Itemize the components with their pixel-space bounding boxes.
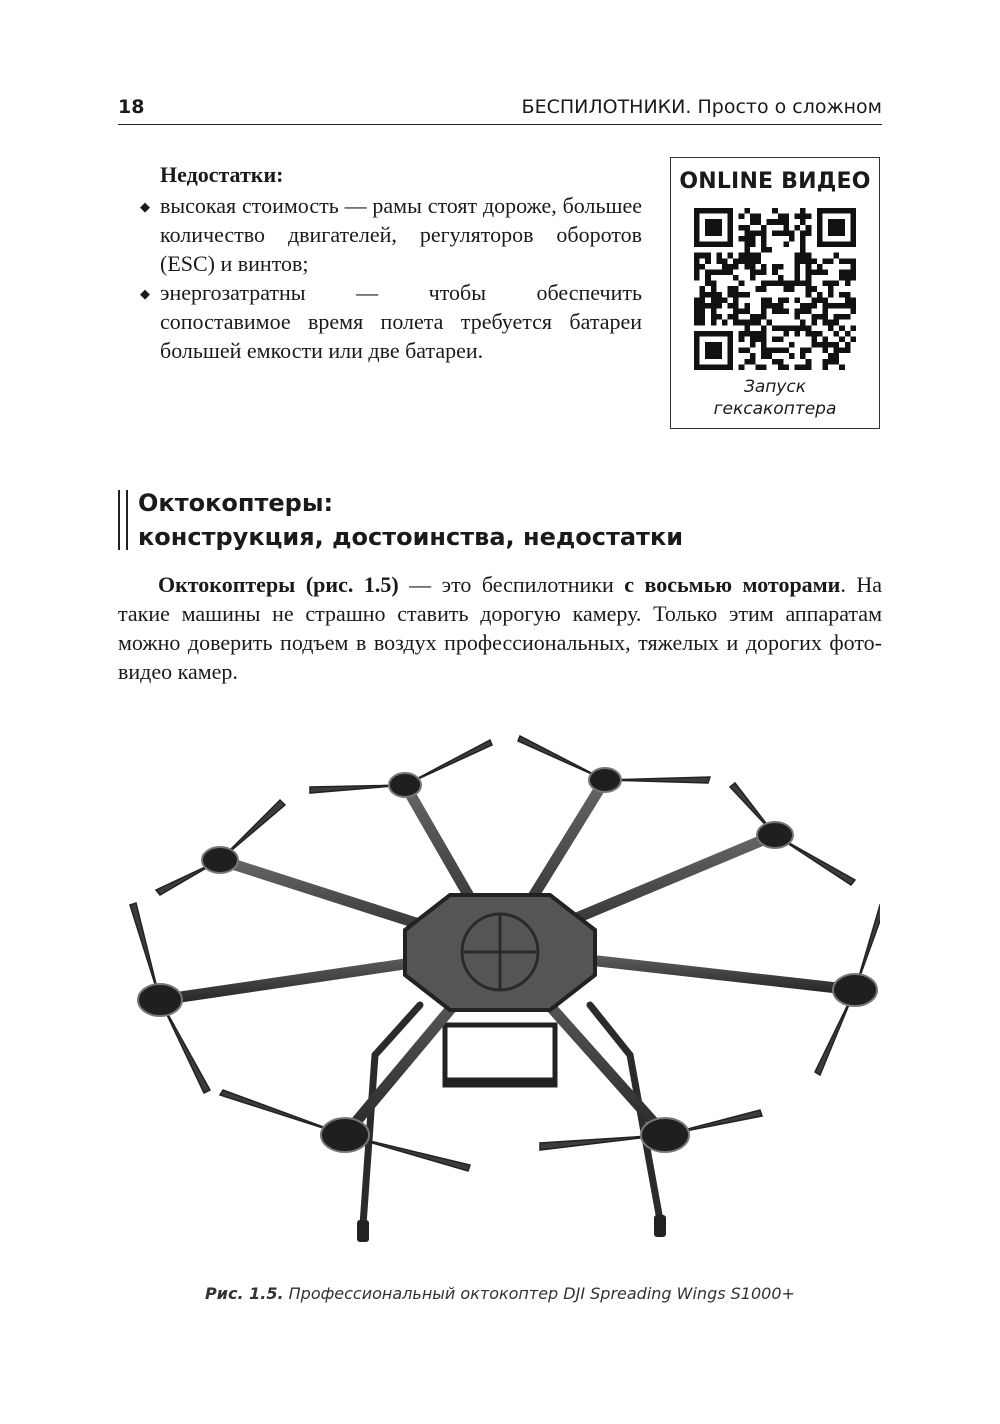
qr-code-icon[interactable] <box>694 208 856 370</box>
emphasis-bold: с восьмью моторами <box>624 572 841 597</box>
octocopter-photo <box>120 735 880 1265</box>
drawbacks-list <box>118 191 642 365</box>
header-rule <box>118 124 882 125</box>
section-title-line: конструкция, достоинства, недостатки <box>138 523 684 551</box>
section-title-line: Октокоптеры: <box>138 489 334 517</box>
video-caption-line: гексакоптера <box>713 399 837 419</box>
camera-mount <box>445 1025 555 1085</box>
paragraph-text: . На такие машины не страшно ставить дорогую камеру. Только этим аппаратам можно доверить подъем в воздух профессиональных, тяжелых и дорогих фото-видео камер. <box>118 572 882 684</box>
term-bold: Октокоптеры (рис. 1.5) <box>158 572 399 597</box>
figure-caption <box>0 1284 1000 1303</box>
section-marker <box>118 490 128 550</box>
landing-gear <box>363 1005 660 1225</box>
section-title <box>138 486 683 554</box>
body-paragraph <box>118 570 882 686</box>
page-number: 18 <box>118 96 145 118</box>
diamond-bullet-icon: ◆ <box>140 286 150 301</box>
drawbacks-block <box>118 160 642 365</box>
running-title: БЕСПИЛОТНИКИ. Просто о сложном <box>521 96 882 118</box>
figure-label: Рис. 1.5. <box>205 1284 284 1303</box>
online-video-box <box>670 157 880 429</box>
diamond-bullet-icon: ◆ <box>140 199 150 214</box>
list-item <box>118 278 642 365</box>
paragraph-text: — это беспилотники <box>398 572 625 597</box>
list-item <box>118 191 642 278</box>
list-item-text: энергозатратны — чтобы обеспечить сопоставимое время полета требуется батареи большей емкости или две батареи. <box>160 280 642 363</box>
list-item-text: высокая стоимость — рамы стоят дороже, большее количество двигателей, регуляторов оборотов (ESC) и винтов; <box>160 193 642 276</box>
video-caption <box>671 376 879 420</box>
figure-caption-text: Профессиональный октокоптер DJI Spreading Wings S1000+ <box>283 1284 795 1303</box>
online-video-title: ONLINE ВИДЕО <box>679 169 871 194</box>
video-caption-line: Запуск <box>743 377 807 397</box>
drawbacks-heading: Недостатки: <box>160 162 284 187</box>
